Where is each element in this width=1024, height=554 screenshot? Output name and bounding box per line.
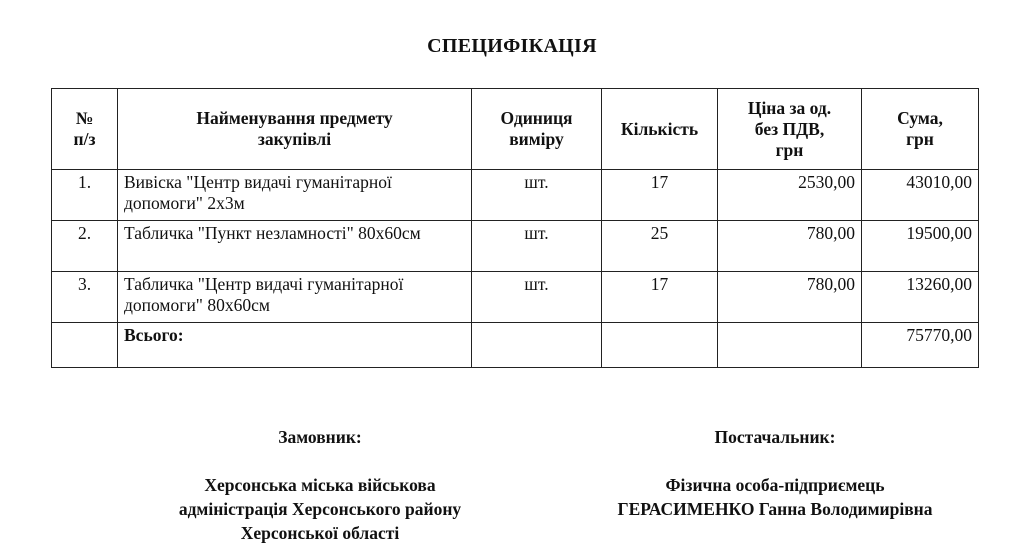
cell-name: Вивіска "Центр видачі гуманітарної допомоги" 2х3м [118, 170, 472, 221]
total-empty-cell [52, 323, 118, 368]
customer-block [120, 425, 520, 545]
table-row [52, 221, 979, 272]
cell-sum: 13260,00 [862, 272, 979, 323]
cell-name: Табличка "Пункт незламності" 80х60см [118, 221, 472, 272]
cell-price: 780,00 [718, 221, 862, 272]
customer-name: Херсонська міська військова адміністрація Херсонського району Херсонської області [178, 475, 462, 543]
total-empty-cell [602, 323, 718, 368]
table-row [52, 170, 979, 221]
supplier-role: Постачальник: [714, 427, 836, 447]
cell-unit: шт. [472, 221, 602, 272]
header-unit: Одиниця виміру [472, 89, 602, 170]
cell-qty: 17 [602, 272, 718, 323]
table-header-row [52, 89, 979, 170]
document-title: СПЕЦИФІКАЦІЯ [427, 35, 597, 57]
cell-num: 2. [52, 221, 118, 272]
cell-qty: 17 [602, 170, 718, 221]
cell-sum: 19500,00 [862, 221, 979, 272]
total-label: Всього: [118, 323, 472, 368]
supplier-name: Фізична особа-підприємець ГЕРАСИМЕНКО Ганна Володимирівна [617, 475, 933, 519]
cell-sum: 43010,00 [862, 170, 979, 221]
total-row [52, 323, 979, 368]
cell-price: 2530,00 [718, 170, 862, 221]
specification-table [51, 88, 979, 368]
header-qty: Кількість [602, 89, 718, 170]
cell-unit: шт. [472, 170, 602, 221]
cell-num: 3. [52, 272, 118, 323]
header-name: Найменування предмету закупівлі [118, 89, 472, 170]
cell-qty: 25 [602, 221, 718, 272]
cell-price: 780,00 [718, 272, 862, 323]
table-row [52, 272, 979, 323]
customer-role: Замовник: [278, 427, 362, 447]
total-empty-cell [472, 323, 602, 368]
cell-name: Табличка "Центр видачі гуманітарної допомоги" 80х60см [118, 272, 472, 323]
cell-num: 1. [52, 170, 118, 221]
header-price: Ціна за од. без ПДВ, грн [718, 89, 862, 170]
supplier-block [560, 425, 990, 521]
header-sum: Сума, грн [862, 89, 979, 170]
cell-unit: шт. [472, 272, 602, 323]
total-empty-cell [718, 323, 862, 368]
header-num: № п/з [52, 89, 118, 170]
total-sum: 75770,00 [862, 323, 979, 368]
